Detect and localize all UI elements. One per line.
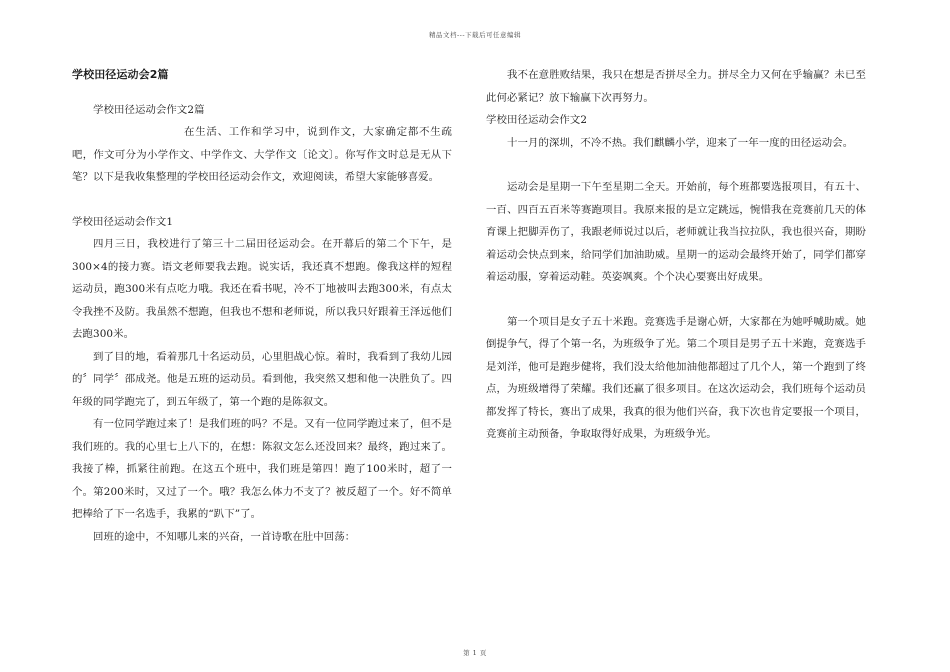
essay2-paragraph-2: 运动会是星期一下午至星期二全天。开始前，每个班都要选报项目，有五十、一百、四百五百米等赛跑项目。我原来报的是立定跳远，惋惜我在竞赛前几天的体育课上把脚弄伤了，我跟老师说过以后，老师就让我当拉拉队，我也很兴奋，期盼着运动会快点到来，给同学们加油助威。星期一的运动会最终开始了，同学们都穿着运动服，穿着运动鞋。英姿飒爽。个个决心要赛出好成果。 bbox=[486, 181, 866, 283]
essay1-paragraph-2: 到了目的地，看着那几十名运动员，心里胆战心惊。着时，我看到了我幼儿园的〞同学〞邵成尧。他是五班的运动员。看到他，我突然又想和他一决胜负了。四年级的同学跑完了，到五年级了，第一个跑的是陈叙文。 bbox=[72, 350, 452, 408]
essay1-paragraph-1: 四月三日，我校进行了第三十二届田径运动会。在开幕后的第二个下午，是300×4的接力赛。语文老师要我去跑。说实话，我还真不想跑。像我这样的短程运动员，跑300米有点吃力哦。我还在看书呢，冷不丁地被叫去跑300米，有点太令我挫不及防。我虽然不想跑，但我也不想和老师说，所以我只好跟着王泽远他们去跑300米。 bbox=[72, 238, 452, 340]
essay2-heading: 学校田径运动会作文2 bbox=[486, 114, 588, 126]
essay2-paragraph-3: 第一个项目是女子五十米跑。竞赛选手是谢心妍，大家都在为她呼喊助威。她倒提争气，得了个第一名，为班级争了光。第二个项目是男子五十米跑，竞赛选手是刘洋，他可是跑步健将，我们没太给他加油他都超过了几个人，第一个跑到了终点，为班级增得了荣耀。我们还赢了很多项目。在这次运动会，我们班每个运动员都发挥了特长，赛出了成果，我真的很为他们兴奋，我下次也肯定要报一个项目，竞赛前主动预备，争取取得好成果，为班级争光。 bbox=[486, 315, 866, 440]
essay1-paragraph-3: 有一位同学跑过来了！是我们班的吗？不是。又有一位同学跑过来了，但不是我们班的。我的心里七上八下的，在想：陈叙文怎么还没回来？最终，跑过来了。我接了棒，抓紧往前跑。在这五个班中，我们班是第四！跑了100米时，超了一个。第200米时，又过了一个。哦？我怎么体力不支了？被反超了一个。好不简单把棒给了下一名选手，我累的“趴下”了。 bbox=[72, 418, 452, 520]
essay1-heading: 学校田径运动会作文1 bbox=[72, 215, 174, 228]
right-column bbox=[486, 64, 866, 446]
intro-paragraph: 在生活、工作和学习中，说到作文，大家确定都不生疏吧，作文可分为小学作文、中学作文、大学作文〔论文〕。你写作文时总是无从下笔？以下是我收集整理的学校田径运动会作文，欢迎阅读，希望大家能够喜爱。 bbox=[72, 126, 452, 183]
document-subtitle: 学校田径运动会作文2篇 bbox=[93, 103, 205, 116]
page-header: 精品文档---下载后可任意编辑 bbox=[428, 31, 522, 39]
essay1-paragraph-5: 我不在意胜败结果，我只在想是否拼尽全力。拼尽全力又何在乎输赢？未已至此何必紧记？放下输赢下次再努力。 bbox=[486, 69, 866, 104]
left-column bbox=[72, 64, 452, 548]
document-title: 学校田径运动会2篇 bbox=[72, 68, 169, 81]
essay1-paragraph-4: 回班的途中，不知哪儿来的兴奋，一首诗歌在肚中回荡： bbox=[93, 530, 356, 543]
essay2-paragraph-1: 十一月的深圳，不冷不热。我们麒麟小学，迎来了一年一度的田径运动会。 bbox=[507, 136, 854, 149]
page-footer: 第 1 页 bbox=[463, 649, 487, 657]
